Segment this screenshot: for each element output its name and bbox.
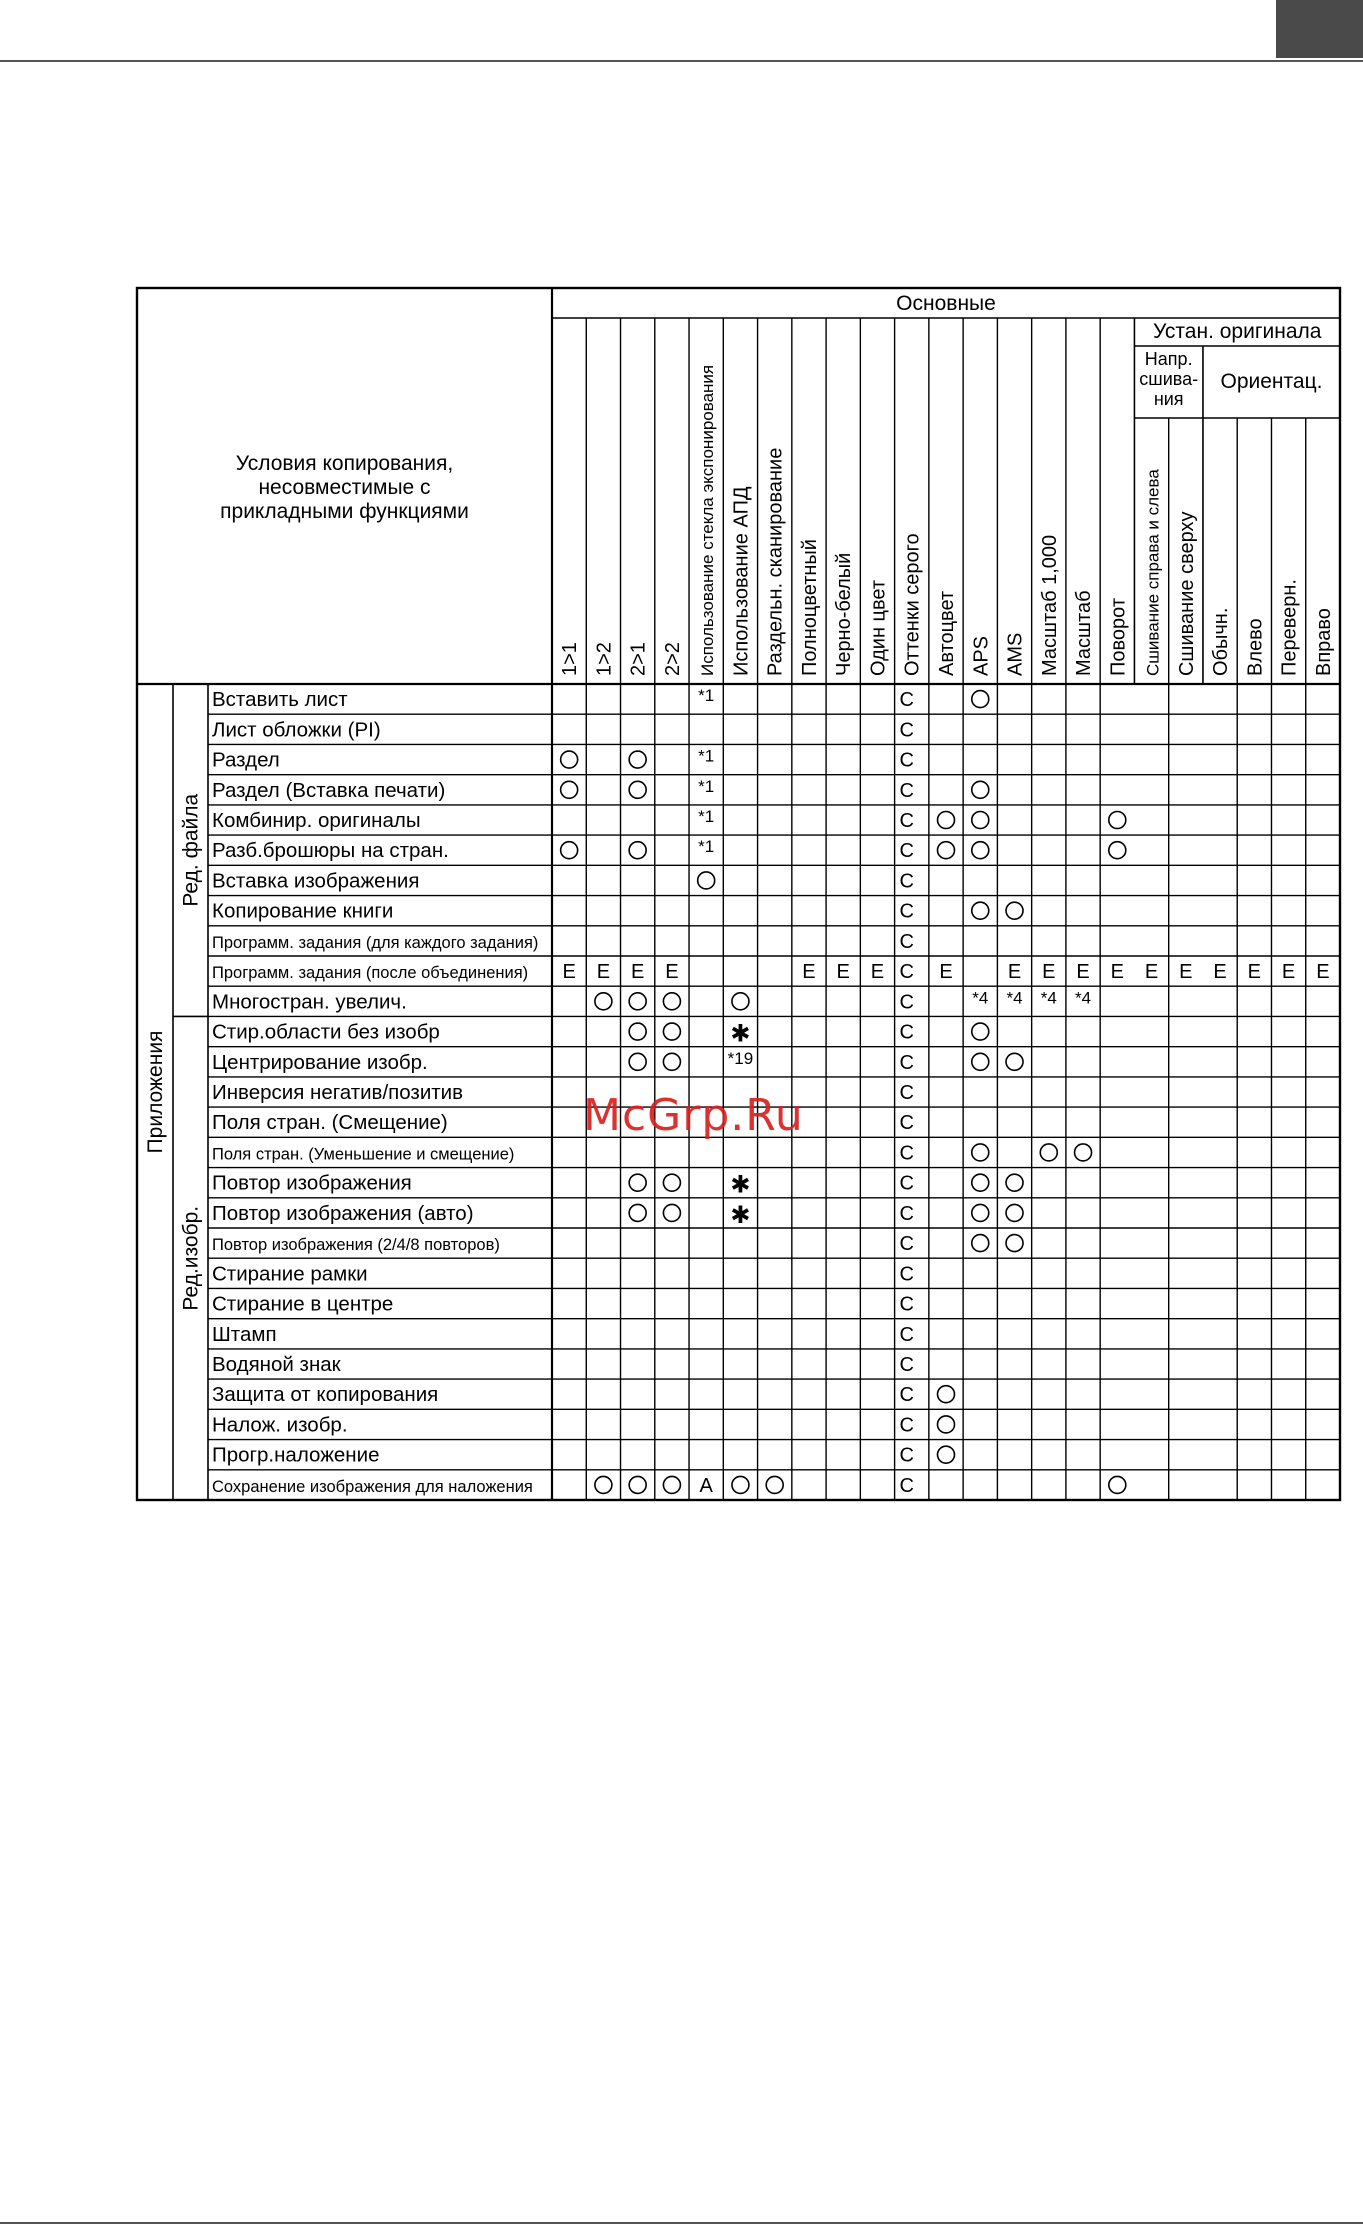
column-header: Использование АПД (730, 486, 753, 676)
row-label: Центрирование изобр. (212, 1050, 428, 1074)
cell-value: C (899, 1051, 914, 1074)
row-label: Налож. изобр. (212, 1413, 348, 1437)
row-label: Вставить лист (212, 688, 348, 712)
column-header: Масштаб (1073, 590, 1096, 676)
cell-value: E (1007, 961, 1022, 984)
row-label: Стирание в центре (212, 1292, 394, 1316)
circle-mark (1109, 1476, 1126, 1493)
circle-mark (938, 812, 955, 829)
cell-value: *4 (972, 988, 989, 1008)
side-label-applications: Приложения (144, 1030, 167, 1154)
circle-mark (629, 1476, 646, 1493)
circle-mark (938, 1386, 955, 1403)
column-header: Вправо (1312, 608, 1335, 676)
circle-mark (629, 1053, 646, 1070)
column-header: 1>2 (593, 642, 616, 676)
row-label: Инверсия негатив/позитив (212, 1081, 463, 1104)
circle-mark (629, 1174, 646, 1191)
group-orientation-label: Ориентац. (1220, 370, 1323, 393)
circle-mark (972, 1053, 989, 1070)
cell-value: C (899, 1112, 914, 1135)
cell-value: *1 (698, 776, 715, 796)
cell-value: E (1213, 961, 1227, 984)
circle-mark (663, 1476, 680, 1493)
cell-value: C (899, 1293, 914, 1316)
circle-mark (663, 1204, 680, 1221)
cell-value: C (899, 1172, 914, 1195)
group-binding-label: сшива- (1139, 369, 1199, 389)
circle-mark (938, 1446, 955, 1463)
column-header: Полноцветный (798, 539, 821, 676)
cell-value: E (1179, 961, 1193, 984)
group-main-label: Основные (896, 292, 996, 315)
watermark: McGrp.Ru (583, 1090, 804, 1141)
circle-mark (663, 1174, 680, 1191)
row-label: Разб.брошюры на стран. (212, 839, 449, 863)
circle-mark (1006, 1235, 1023, 1252)
corner-title: несовместимые с (258, 476, 431, 499)
row-label: Программ. задания (после объединения) (212, 964, 529, 983)
circle-mark (938, 842, 955, 859)
cell-value: C (899, 1474, 914, 1497)
asterisk-mark: ✱ (730, 1201, 751, 1229)
asterisk-mark: ✱ (730, 1020, 751, 1048)
cell-value: C (899, 930, 914, 953)
cell-value: C (899, 840, 914, 863)
cell-value: C (899, 1444, 914, 1467)
circle-mark (629, 842, 646, 859)
circle-mark (972, 842, 989, 859)
corner-title: Условия копирования, (235, 452, 454, 475)
column-header: 1>1 (559, 642, 582, 676)
cell-value: C (899, 779, 914, 802)
cell-value: E (1144, 961, 1159, 984)
row-label: Повтор изображения (авто) (212, 1201, 474, 1225)
cell-value: C (899, 1202, 914, 1225)
circle-mark (972, 1144, 989, 1161)
cell-value: *4 (1075, 988, 1092, 1008)
cell-value: *4 (1006, 988, 1023, 1008)
circle-mark (595, 1476, 612, 1493)
column-header: Автоцвет (936, 590, 958, 676)
circle-mark (1006, 1174, 1023, 1191)
cell-value: C (899, 810, 914, 832)
circle-mark (972, 902, 989, 919)
cell-value: C (899, 1354, 914, 1376)
cell-value: C (899, 1021, 914, 1044)
circle-mark (972, 812, 989, 829)
cell-value: *1 (698, 837, 715, 857)
cell-value: E (1247, 961, 1262, 984)
circle-mark (663, 993, 680, 1010)
row-label: Повтор изображения (2/4/8 повторов) (212, 1236, 500, 1255)
cell-value: C (899, 1142, 914, 1165)
row-label: Поля стран. (Смещение) (212, 1111, 448, 1135)
circle-mark (1109, 812, 1126, 829)
circle-mark (972, 1023, 989, 1040)
circle-mark (698, 872, 715, 889)
circle-mark (1075, 1144, 1092, 1161)
column-header: Использование стекла экспонирования (698, 364, 718, 676)
row-label: Стирание рамки (212, 1262, 368, 1286)
circle-mark (663, 1053, 680, 1070)
circle-mark (629, 781, 646, 798)
cell-value: *19 (727, 1048, 754, 1068)
cell-value: E (1042, 961, 1056, 984)
cell-value: C (899, 749, 914, 772)
column-header: Черно-белый (833, 552, 856, 676)
side-label-file-edit: Ред. файла (179, 793, 203, 907)
circle-mark (561, 751, 578, 768)
circle-mark (561, 781, 578, 798)
circle-mark (972, 1174, 989, 1191)
cell-value: E (562, 961, 576, 984)
circle-mark (1006, 902, 1023, 919)
circle-mark (1006, 1053, 1023, 1070)
column-header: Сшивание справа и слева (1143, 469, 1163, 676)
row-label: Программ. задания (для каждого задания) (212, 933, 539, 952)
circle-mark (629, 993, 646, 1010)
column-header: Сшивание сверху (1175, 511, 1198, 676)
corner-title: прикладными функциями (220, 500, 469, 523)
row-label: Раздел (Вставка печати) (212, 778, 446, 802)
cell-value: C (899, 719, 914, 742)
cell-value: E (596, 961, 611, 984)
cell-value: C (899, 870, 914, 893)
row-label: Стир.области без изобр (212, 1020, 440, 1044)
circle-mark (629, 751, 646, 768)
cell-value: A (699, 1474, 713, 1497)
circle-mark (766, 1476, 783, 1493)
cell-value: E (1110, 961, 1124, 984)
circle-mark (629, 1023, 646, 1040)
cell-value: C (899, 900, 914, 923)
row-label: Поля стран. (Уменьшение и смещение) (212, 1145, 515, 1164)
row-label: Повтор изображения (212, 1171, 412, 1195)
column-header: AMS (1004, 632, 1027, 676)
column-header: APS (970, 635, 993, 676)
column-header: Раздельн. сканирование (764, 447, 787, 676)
circle-mark (663, 1023, 680, 1040)
cell-value: C (899, 991, 914, 1014)
row-label: Прогр.наложение (212, 1443, 380, 1467)
cell-value: E (1076, 961, 1090, 984)
cell-value: *1 (698, 807, 715, 826)
cell-value: E (802, 961, 816, 984)
column-header: Оттенки серого (901, 533, 924, 676)
cell-value: E (870, 961, 885, 984)
cell-value: C (899, 1082, 914, 1104)
cell-value: *1 (698, 746, 715, 766)
asterisk-mark: ✱ (730, 1171, 751, 1199)
column-header: Влево (1244, 618, 1267, 676)
cell-value: E (630, 961, 645, 984)
circle-mark (595, 993, 612, 1010)
row-label: Комбинир. оригиналы (212, 809, 421, 832)
circle-mark (561, 842, 578, 859)
group-original-label: Устан. оригинала (1152, 320, 1322, 343)
cell-value: *1 (698, 686, 715, 706)
circle-mark (629, 1204, 646, 1221)
cell-value: E (939, 961, 953, 984)
cell-value: C (899, 1323, 914, 1346)
circle-mark (972, 1235, 989, 1252)
circle-mark (732, 993, 749, 1010)
circle-mark (972, 1204, 989, 1221)
column-header: Масштаб 1,000 (1038, 534, 1061, 676)
row-label: Водяной знак (212, 1353, 341, 1376)
cell-value: C (899, 1414, 914, 1437)
cell-value: E (1316, 961, 1330, 984)
cell-value: C (899, 1263, 914, 1286)
row-label: Сохранение изображения для наложения (212, 1477, 533, 1496)
circle-mark (1109, 842, 1126, 859)
cell-value: *4 (1040, 988, 1057, 1008)
cell-value: C (899, 689, 914, 712)
circle-mark (732, 1476, 749, 1493)
side-label-image-edit: Ред.изобр. (179, 1205, 203, 1311)
column-header: 2>1 (627, 642, 650, 676)
row-label: Лист обложки (PI) (212, 718, 381, 742)
circle-mark (972, 691, 989, 708)
group-binding-label: Напр. (1144, 349, 1193, 369)
cell-value: E (836, 961, 850, 984)
column-header: Обычн. (1210, 607, 1233, 676)
cell-value: E (665, 961, 679, 984)
circle-mark (1040, 1144, 1057, 1161)
row-label: Вставка изображения (212, 869, 420, 893)
circle-mark (938, 1416, 955, 1433)
row-label: Копирование книги (212, 899, 394, 923)
cell-value: C (899, 1233, 914, 1256)
group-binding-label: ния (1153, 389, 1184, 409)
row-label: Многостран. увелич. (212, 990, 407, 1014)
column-header: Поворот (1107, 598, 1130, 676)
cell-value: C (899, 961, 914, 984)
cell-value: E (1281, 961, 1296, 984)
row-label: Раздел (212, 748, 280, 772)
row-label: Штамп (212, 1322, 277, 1346)
row-label: Защита от копирования (212, 1383, 439, 1407)
column-header: Один цвет (867, 579, 890, 676)
circle-mark (972, 781, 989, 798)
cell-value: C (899, 1384, 914, 1407)
column-header: Переверн. (1278, 579, 1301, 676)
circle-mark (1006, 1204, 1023, 1221)
column-header: 2>2 (661, 642, 684, 676)
